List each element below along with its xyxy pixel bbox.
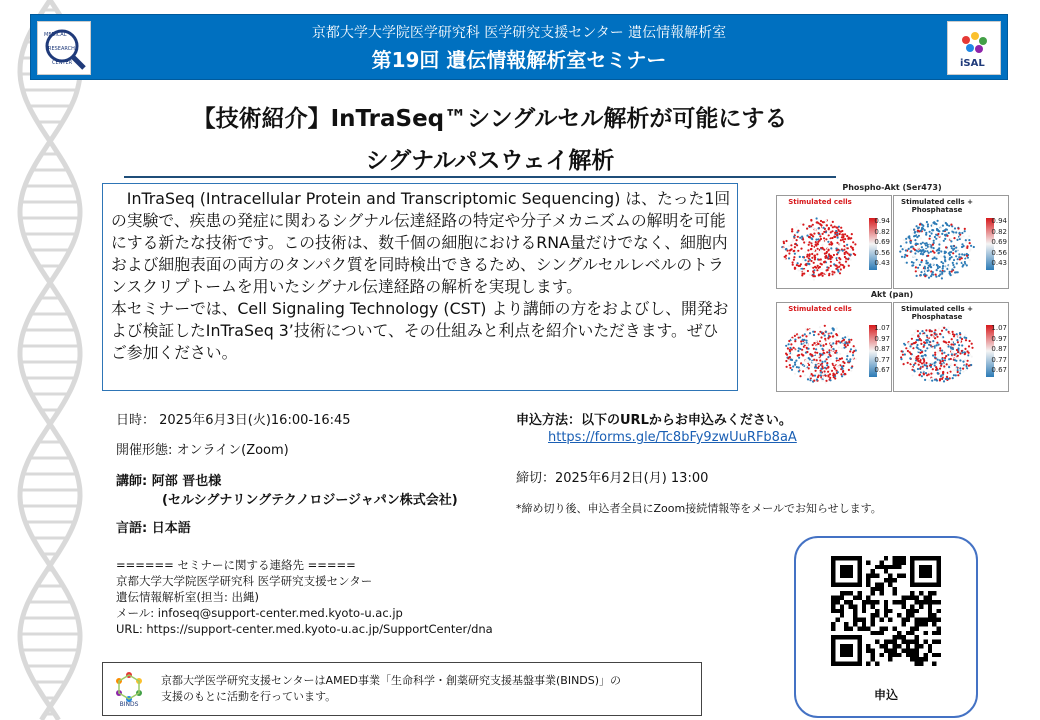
colorbar-ticks: 0.94 0.82 0.69 0.56 0.43 (874, 217, 890, 267)
qr-label: 申込 (873, 688, 898, 702)
figure-phospho-akt (776, 183, 1008, 288)
figure-akt-pan (776, 290, 1008, 390)
description-paragraph-1: InTraSeq (Intracellular Protein and Transcriptomic Sequencing) は、たった1回の実験で、疾患の発症に関わるシグナル伝達経路の特定や分子メカニズムの解明を可能にする新たな技術です。この技術は、数千個の細胞におけるRNA量だけでなく、細胞内および細胞表面の両方のタンパク質を同時検出できるため、シングルセルレベルのトランスクリプトームを用いたシグナル伝達経路の解析を実現します。 (111, 189, 731, 296)
headline-line2: シグナルパスウェイ解析 (365, 148, 615, 174)
event-format: 開催形態: オンライン(Zoom) (116, 443, 289, 458)
qr-card[interactable] (794, 536, 978, 718)
contact-office: 遺伝情報解析室(担当: 出縄) (116, 590, 260, 604)
umap-scatter (897, 321, 977, 387)
event-datetime: 日時： 2025年6月3日(火)16:00-16:45 (116, 413, 351, 428)
deadline-note: *締め切り後、申込者全員にZoom接続情報等をメールでお知らせします。 (516, 502, 882, 515)
amed-text-line1: 京都大学医学研究支援センターはAMED事業「生命科学・創薬研究支援基盤事業(BINDS)」の (161, 674, 622, 687)
colorbar-ticks: 0.94 0.82 0.69 0.56 0.43 (991, 217, 1007, 267)
lecturer-affiliation: (セルシグナリングテクノロジージャパン株式会社) (162, 493, 458, 508)
panel-label: Stimulated cells (788, 305, 852, 313)
apply-url-link[interactable]: https://forms.gle/Tc8bFy9zwUuRFb8aA (548, 430, 797, 445)
colorbar-ticks: 1.07 0.97 0.87 0.77 0.67 (991, 324, 1007, 374)
panel-label: Stimulated cells + Phosphatase (901, 305, 973, 321)
figure-title: Phospho-Akt (Ser473) (842, 183, 942, 192)
seminar-title: 第19回 遺伝情報解析室セミナー (371, 48, 667, 72)
contact-block (116, 557, 493, 637)
panel-label: Stimulated cells (788, 198, 852, 206)
description-paragraph-2: 本セミナーでは、Cell Signaling Technology (CST) より講師の方をおよびし、開発および検証したInTraSeq 3’技術について、その仕組みと利点を紹介いただきます。ぜひご参加ください。 (111, 299, 729, 362)
contact-mail[interactable]: メール: infoseq@support-center.med.kyoto-u.ac.jp (116, 606, 403, 620)
description-box (102, 183, 738, 391)
umap-scatter (780, 321, 860, 387)
svg-text:iSAL: iSAL (960, 58, 985, 69)
panel-label: Stimulated cells + Phosphatase (901, 198, 973, 214)
umap-panel-phosphatase (893, 302, 1009, 392)
lecturer-name: 講師: 阿部 晋也様 (116, 474, 222, 489)
isal-logo (947, 21, 1001, 75)
event-language: 言語: 日本語 (116, 521, 191, 536)
contact-url[interactable]: URL: https://support-center.med.kyoto-u.ac.jp/SupportCenter/dna (116, 622, 493, 636)
qr-code[interactable] (831, 556, 941, 666)
apply-method: 申込方法：以下のURLからお申込みください。 (516, 413, 792, 428)
deadline: 締切：2025年6月2日(月) 13:00 (516, 471, 709, 486)
umap-panel-stimulated (776, 195, 892, 289)
header-banner (30, 14, 1008, 80)
umap-panel-phosphatase (893, 195, 1009, 289)
umap-scatter (780, 214, 860, 284)
svg-text:RESEARCH: RESEARCH (48, 46, 75, 52)
contact-org: 京都大学大学院医学研究科 医学研究支援センター (116, 574, 373, 588)
binds-logo: BINDS (111, 669, 147, 709)
umap-scatter (897, 214, 977, 284)
figure-title: Akt (pan) (870, 290, 914, 299)
organization-name: 京都大学大学院医学研究科 医学研究支援センター 遺伝情報解析室 (311, 25, 727, 41)
umap-panel-stimulated (776, 302, 892, 392)
svg-text:MEDICAL: MEDICAL (44, 32, 67, 38)
headline-underline (124, 176, 836, 178)
colorbar-ticks: 1.07 0.97 0.87 0.77 0.67 (874, 324, 890, 374)
amed-support-box (102, 662, 702, 716)
amed-text-line2: 支援のもとに活動を行っています。 (161, 690, 337, 703)
svg-text:CENTER: CENTER (52, 60, 73, 66)
headline-line1: 【技術紹介】InTraSeq™シングルセル解析が可能にする (192, 106, 788, 132)
contact-heading: ====== セミナーに関する連絡先 ===== (116, 558, 356, 572)
